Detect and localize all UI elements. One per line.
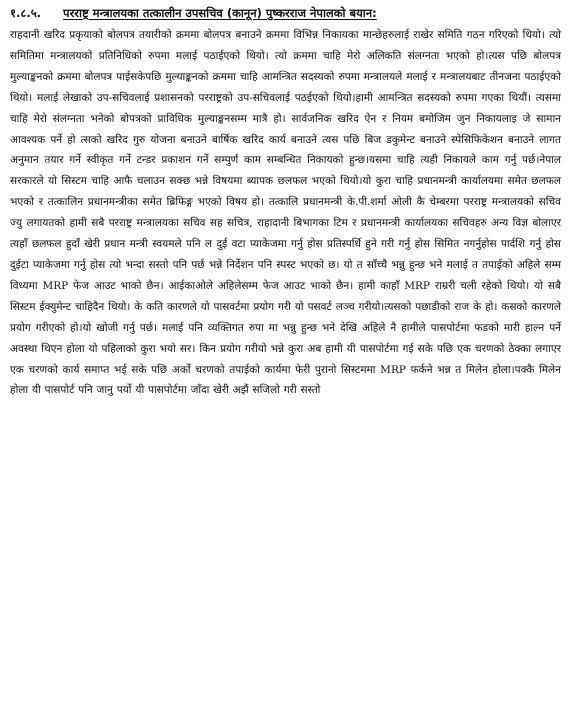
statement-paragraph: राहदानी खरिद प्रकृयाको बोलपत्र तयारीको क्रममा बोलपत्र बनाउने क्रममा विभिन्न निकायका मान्छेहरुलाई राखेर समिति गठन गरिएको थियो। त्यो समितिमा मन्त्रालयको प्रतिनिधिको रुपमा मलाई पठाईएको थियो। त्यो क्रममा चाहि मेरो अलिकति संलग्नता भएको हो।त्यस पछि बोलपत्र मुल्याङ्कनको क्रममा बोलपत्र पाईसकेपछि मुल्याङ्कनको क्रममा चाहि आमन्त्रित सदस्यको रुपमा मन्त्रालयले मलाई र मन्त्रालयबाट तीनजना पठाईएको थियो। मलाई लेखाको उप-सचिवलाई प्रशासनको परराष्ट्रको उप-सचिवलाई पठईएको थियो।हामी आमन्त्रित सदस्यको रुपमा गएका थियौं। त्यसमा चाहि मेरो संलग्नता भनेको बोपत्रको प्राविधिक मुल्याङ्कनसम्म मात्रै हो। सार्वजनिक खरिद ऐन र नियम बमोजिम जुन निकायलाइ जे सामान आवश्यक पर्ने हो त्सको खरिद गुरु योजना बनाउने बार्षिक खरिद कार्य बनाउने त्यस पछि बिज डकुमेन्ट बनाउने स्पेसिफिकेशन बनाउने लागत अनुमान तयार गर्ने स्वीकृत गर्ने टन्डर प्रकाशन गर्ने सम्पुर्ण काम सम्बन्धित निकायको हुन्छ।यसमा चाहि त्यही निकायले काम गर्नु पर्छ।नेपाल सरकारले यो सिस्टम चाहि आफै चलाउन सक्छ भन्ने विषयमा ब्यापक छलफल भएको थियो।यो कुरा चाहि प्रधानमन्त्री कार्यालयमा समेत छलफल भएको र तत्कालिन प्रधानमन्त्रीका समेत ब्रिफिङ्ग भएको विषय हो। तत्कालि प्रधानमन्त्री के.पी.शर्मा ओली कै चेम्बरमा परराष्ट्र मन्त्रालयको सचिव ज्यु लगायतको हामी सबै परराष्ट्र मन्त्रालयका सचिव सह सचित्र, राहादानी बिभागका टिम र प्रधानमन्त्री कार्यालयका सचिवहरु अन्य विज्ञ बोलाएर त्यहाँ छलफल हुदाँ खेरी प्रधान मन्त्री स्वयमले पनि ल दुई वटा प्याकेजमा गर्नु होस प्रतिस्पर्धि हुने गरी गर्नु होस सिमित नगर्नुहोस पार्दशि गर्नु होस दुईटा प्याकेजमा गर्नु होस त्यो भन्दा सस्तो पनि पर्छ भन्ने निर्देशन पनि स्पस्ट भएको छ। यो त साँच्चै भन्नु हुन्छ भने मलाई त तपाईको अहिले सम्म विध्यमा MRP फेज आउट भाको छैन। आईकाओले अहिलेसम्म फेज आउट भाको छैन। हामी काहाँ MRP राम्ररी चली रहेको थियो। यो सबै सिस्टम ईक्युमेन्ट चाहिदैन थियो। के कति कारणले यो पासवर्टमा प्रयोग गरी यो पसवर्ट लञ्च गरीयो।त्यसको पछाडीको राज के हो। कसको कारणले प्रयोग गरीएको हो।यो खोजी गर्नु पर्छ। मलाई पनि व्यक्तिगत रुपा मा भन्नु हुन्छ भने देखि अहिले नै हामीले पासपोर्टमा फडको मारी हाल्न पर्ने अवस्था थिएन होला यो पहिलाको कुरा भयो सर। किन प्रयोग गरीयो भन्ने कुरा अब हामी यी पासपोर्टमा गई सके पछि एक चरणको ठेक्का लगाएर एक चरणको कार्य समाप्त भई सके पछि अर्को चरणको तपाईको कार्यमा फेरी पुरानो सिस्टममा MRP फर्कने भन्न त मिलेन होला।पक्कै मिलेन होला यी पासपोर्ट पनि जानु पर्यो यी पासपोर्टमा जाँदा खेरी अझैं सजिलो गरी सस्तो (10, 29, 561, 397)
section-number: १.८.५. (10, 6, 42, 20)
section-title: परराष्ट्र मन्त्रालयका तत्कालीन उपसचिव (कानून) पुष्करराज नेपालको बयान: (63, 6, 377, 20)
section-heading (10, 5, 561, 22)
